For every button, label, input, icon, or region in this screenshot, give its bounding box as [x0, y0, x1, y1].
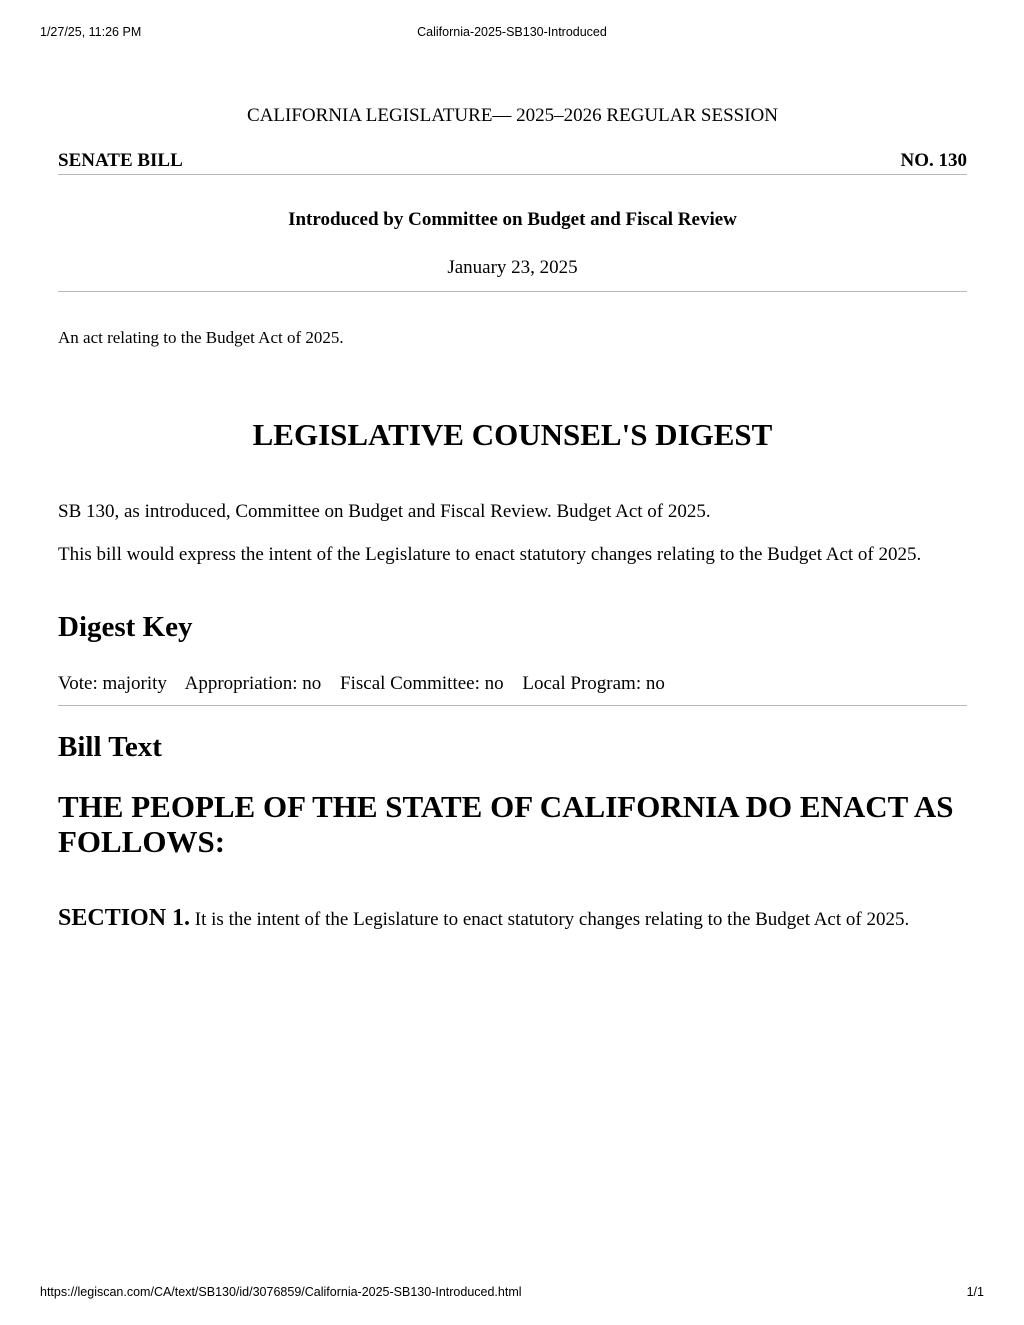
- divider: [58, 174, 967, 175]
- digest-key-fiscal-committee: Fiscal Committee: no: [340, 673, 504, 694]
- bill-text-heading: Bill Text: [58, 731, 162, 763]
- digest-key-heading: Digest Key: [58, 611, 193, 643]
- print-footer: [40, 1285, 984, 1301]
- digest-heading: LEGISLATIVE COUNSEL'S DIGEST: [252, 417, 773, 452]
- print-datetime: 1/27/25, 11:26 PM: [40, 25, 142, 39]
- digest-key-local-program: Local Program: no: [522, 673, 665, 694]
- divider: [58, 291, 967, 292]
- digest-key-values: [58, 673, 679, 695]
- section-1: [58, 905, 967, 932]
- introduced-date: January 23, 2025: [447, 257, 578, 278]
- digest-summary: SB 130, as introduced, Committee on Budget and Fiscal Review. Budget Act of 2025.: [58, 501, 711, 522]
- print-page-title: California-2025-SB130-Introduced: [417, 25, 607, 39]
- print-url: https://legiscan.com/CA/text/SB130/id/3076859/California-2025-SB130-Introduced.html: [40, 1285, 522, 1299]
- section-label: SECTION 1.: [58, 905, 191, 931]
- digest-body: This bill would express the intent of the Legislature to enact statutory changes relating to the Budget Act of 2025.: [58, 544, 922, 565]
- section-text: It is the intent of the Legislature to enact statutory changes relating to the Budget Act of 2025.: [194, 909, 910, 930]
- divider: [58, 705, 967, 706]
- print-page-number: 1/1: [966, 1285, 984, 1299]
- session-heading: CALIFORNIA LEGISLATURE— 2025–2026 REGULAR SESSION: [247, 105, 778, 126]
- bill-house: SENATE BILL: [58, 150, 183, 171]
- bill-number: NO. 130: [900, 150, 967, 171]
- act-title: An act relating to the Budget Act of 2025.: [58, 328, 344, 347]
- introduced-by: Introduced by Committee on Budget and Fiscal Review: [288, 209, 737, 230]
- enacting-clause: THE PEOPLE OF THE STATE OF CALIFORNIA DO ENACT AS FOLLOWS:: [58, 789, 954, 859]
- bill-identifier-row: [58, 150, 967, 174]
- print-header: [40, 25, 984, 41]
- digest-key-vote: Vote: majority: [58, 673, 167, 694]
- digest-key-appropriation: Appropriation: no: [184, 673, 322, 694]
